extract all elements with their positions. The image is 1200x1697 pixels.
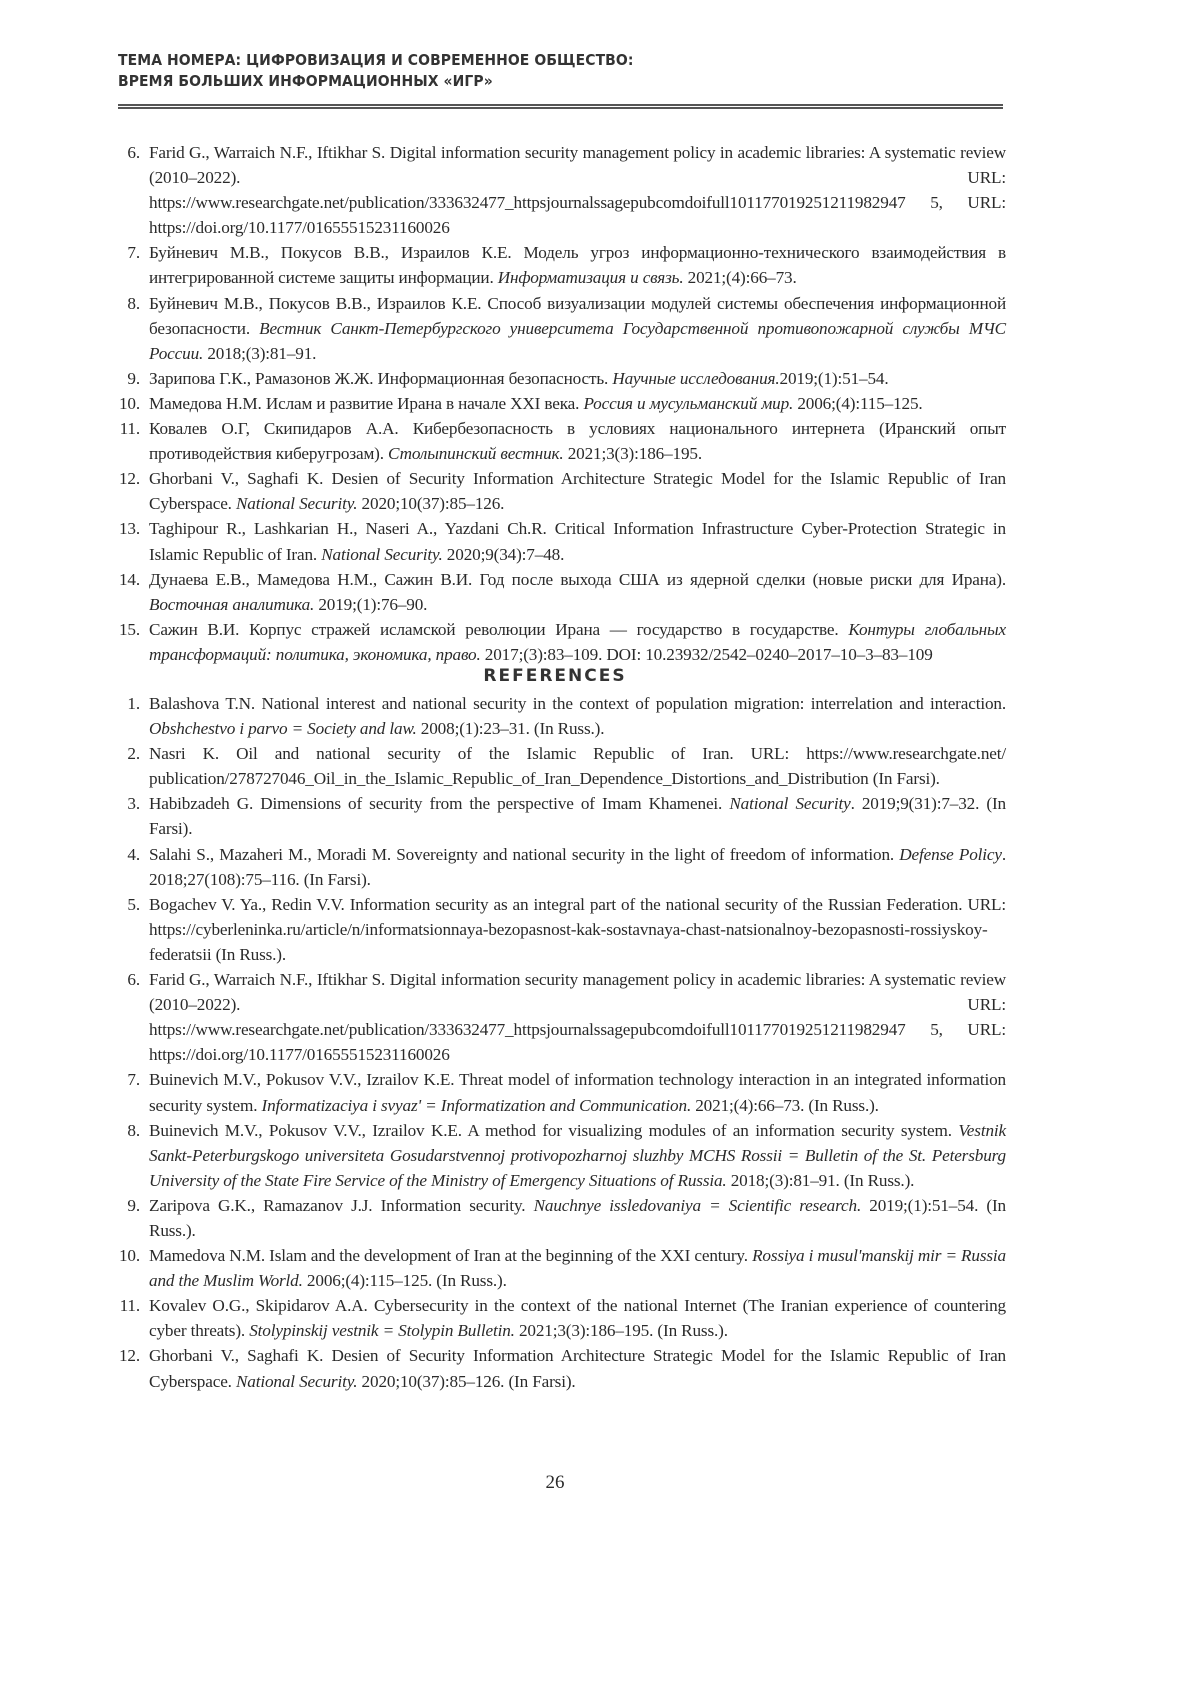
- reference-text: Kovalev O.G., Skipidarov A.A. Cybersecurity in the context of the national Internet (The Iranian experience of countering cyber threats).: [149, 1296, 1006, 1340]
- reference-item: [118, 842, 1006, 892]
- reference-source-title: Вестник Санкт-Петербургского университета Государственной противопожарной службы МЧС России.: [149, 319, 1006, 363]
- reference-source-title: Informatizaciya i svyaz' = Informatization and Communication.: [262, 1096, 692, 1115]
- references-list: [118, 691, 1006, 1394]
- reference-text: 2021;3(3):186–195. (In Russ.).: [515, 1321, 728, 1340]
- reference-text: Мамедова Н.М. Ислам и развитие Ирана в начале XXI века.: [149, 394, 583, 413]
- reference-text: 2018;(3):81–91.: [203, 344, 316, 363]
- reference-number: 15.: [118, 617, 140, 642]
- reference-source-title: Obshchestvo i parvo = Society and law.: [149, 719, 417, 738]
- reference-number: 12.: [118, 466, 140, 491]
- reference-number: 9.: [118, 1193, 140, 1218]
- reference-text: Taghipour R., Lashkarian H., Naseri A., Yazdani Ch.R. Critical Information Infrastructure Cyber-Protection Strategic in Islamic Republic of Iran.: [149, 519, 1006, 563]
- reference-text: Zaripova G.K., Ramazanov J.J. Information security.: [149, 1196, 534, 1215]
- reference-number: 11.: [118, 416, 140, 441]
- running-header: [118, 50, 1003, 92]
- reference-item: [118, 1118, 1006, 1193]
- reference-number: 1.: [118, 691, 140, 716]
- reference-text: Balashova T.N. National interest and national security in the context of population migration: interrelation and interaction.: [149, 694, 1006, 713]
- reference-source-title: Defense Policy: [899, 845, 1002, 864]
- reference-text: Buinevich M.V., Pokusov V.V., Izrailov K.E. Threat model of information technology interaction in an integrated information security system.: [149, 1070, 1006, 1114]
- reference-text: Mamedova N.M. Islam and the development of Iran at the beginning of the XXI century.: [149, 1246, 752, 1265]
- reference-item: [118, 892, 1006, 967]
- reference-item: [118, 1343, 1006, 1393]
- reference-text: Habibzadeh G. Dimensions of security from the perspective of Imam Khamenei.: [149, 794, 729, 813]
- reference-source-title: National Security.: [321, 545, 442, 564]
- reference-item: [118, 366, 1006, 391]
- header-title-line-1: ТЕМА НОМЕРА: ЦИФРОВИЗАЦИЯ И СОВРЕМЕННОЕ ОБЩЕСТВО:: [118, 50, 915, 71]
- reference-text: Buinevich M.V., Pokusov V.V., Izrailov K.E. A method for visualizing modules of an information security system.: [149, 1121, 958, 1140]
- reference-item: [118, 391, 1006, 416]
- reference-text: 2020;10(37):85–126. (In Farsi).: [357, 1372, 575, 1391]
- reference-item: [118, 416, 1006, 466]
- references-heading: REFERENCES: [0, 666, 1110, 686]
- reference-text: 2020;9(34):7–48.: [443, 545, 565, 564]
- reference-text: 2018;(3):81–91. (In Russ.).: [727, 1171, 915, 1190]
- reference-text: Зарипова Г.К., Рамазонов Ж.Ж. Информационная безопасность.: [149, 369, 612, 388]
- reference-text: Farid G., Warraich N.F., Iftikhar S. Digital information security management policy in academic libraries: A systematic review (2010–2022). URL: https://www.researchgate.net/publication/333632477_httpsjournalssagepubcomdoifull101177019251211982947 5, URL: https://doi.org/10.1177/01655515231160026: [149, 970, 1006, 1064]
- reference-text: 2021;(4):66–73.: [683, 268, 796, 287]
- reference-source-title: Научные исследования.: [612, 369, 779, 388]
- reference-number: 6.: [118, 140, 140, 165]
- reference-number: 7.: [118, 1067, 140, 1092]
- reference-number: 8.: [118, 1118, 140, 1143]
- reference-text: Ghorbani V., Saghafi K. Desien of Security Information Architecture Strategic Model for the Islamic Republic of Iran Cyberspace.: [149, 1346, 1006, 1390]
- reference-number: 4.: [118, 842, 140, 867]
- reference-number: 11.: [118, 1293, 140, 1318]
- reference-source-title: Столыпинский вестник.: [388, 444, 564, 463]
- reference-text: 2006;(4):115–125.: [793, 394, 922, 413]
- reference-text: 2017;(3):83–109. DOI: 10.23932/2542–0240–2017–10–3–83–109: [481, 645, 933, 664]
- reference-item: [118, 691, 1006, 741]
- reference-text: Дунаева Е.В., Мамедова Н.М., Сажин В.И. Год после выхода США из ядерной сделки (новые риски для Ирана).: [149, 570, 1006, 589]
- reference-source-title: Россия и мусульманский мир.: [583, 394, 793, 413]
- literature-list: [118, 140, 1006, 667]
- reference-item: [118, 1067, 1006, 1117]
- reference-number: 9.: [118, 366, 140, 391]
- reference-text: Bogachev V. Ya., Redin V.V. Information security as an integral part of the national security of the Russian Federation. URL: https://cyberleninka.ru/article/n/informatsionnaya-bezopasnost-kak-sostavnaya-chast-natsionalnoy-bezopasnosti-rossiyskoy-federatsii (In Russ.).: [149, 895, 1006, 964]
- page-number: 26: [0, 1472, 1110, 1494]
- reference-number: 12.: [118, 1343, 140, 1368]
- reference-text: Сажин В.И. Корпус стражей исламской революции Ирана — государство в государстве.: [149, 620, 848, 639]
- reference-number: 13.: [118, 516, 140, 541]
- reference-number: 10.: [118, 1243, 140, 1268]
- reference-item: [118, 967, 1006, 1067]
- reference-number: 7.: [118, 240, 140, 265]
- reference-source-title: Восточная аналитика.: [149, 595, 314, 614]
- reference-text: 2020;10(37):85–126.: [357, 494, 504, 513]
- reference-item: [118, 291, 1006, 366]
- reference-text: Ghorbani V., Saghafi K. Desien of Security Information Architecture Strategic Model for the Islamic Republic of Iran Cyberspace.: [149, 469, 1006, 513]
- reference-item: [118, 617, 1006, 667]
- reference-text: Ковалев О.Г, Скипидаров А.А. Кибербезопасность в условиях национального интернета (Иранский опыт противодействия киберугрозам).: [149, 419, 1006, 463]
- reference-source-title: National Security.: [236, 494, 357, 513]
- reference-source-title: Vestnik Sankt-Peterburgskogo universiteta Gosudarstvennoj protivopozharnoj sluzhby MCHS Rossii = Bulletin of the St. Petersburg University of the State Fire Service of the Ministry of Emergency Situations of Russia.: [149, 1121, 1006, 1190]
- reference-item: [118, 791, 1006, 841]
- reference-text: 2021;3(3):186–195.: [564, 444, 702, 463]
- reference-item: [118, 741, 1006, 791]
- reference-item: [118, 140, 1006, 240]
- reference-text: 2021;(4):66–73. (In Russ.).: [691, 1096, 879, 1115]
- reference-item: [118, 466, 1006, 516]
- reference-text: 2008;(1):23–31. (In Russ.).: [417, 719, 605, 738]
- reference-source-title: National Security.: [236, 1372, 357, 1391]
- reference-text: 2019;(1):76–90.: [314, 595, 427, 614]
- reference-number: 5.: [118, 892, 140, 917]
- header-divider: [118, 104, 1003, 109]
- header-title-line-2: ВРЕМЯ БОЛЬШИХ ИНФОРМАЦИОННЫХ «ИГР»: [118, 71, 915, 92]
- reference-number: 3.: [118, 791, 140, 816]
- reference-item: [118, 516, 1006, 566]
- reference-number: 10.: [118, 391, 140, 416]
- reference-number: 2.: [118, 741, 140, 766]
- reference-item: [118, 1293, 1006, 1343]
- reference-source-title: National Security: [729, 794, 850, 813]
- reference-text: 2006;(4):115–125. (In Russ.).: [303, 1271, 507, 1290]
- reference-text: Salahi S., Mazaheri M., Moradi M. Sovereignty and national security in the light of freedom of information.: [149, 845, 899, 864]
- reference-text: Farid G., Warraich N.F., Iftikhar S. Digital information security management policy in academic libraries: A systematic review (2010–2022). URL: https://www.researchgate.net/publication/333632477_httpsjournalssagepubcomdoifull101177019251211982947 5, URL: https://doi.org/10.1177/01655515231160026: [149, 143, 1006, 237]
- reference-item: [118, 1193, 1006, 1243]
- reference-text: 2019;(1):51–54. (In Russ.).: [149, 1196, 1006, 1240]
- reference-item: [118, 567, 1006, 617]
- reference-source-title: Stolypinskij vestnik = Stolypin Bulletin.: [249, 1321, 515, 1340]
- reference-number: 14.: [118, 567, 140, 592]
- reference-text: . 2019;9(31):7–32. (In Farsi).: [149, 794, 1006, 838]
- reference-source-title: Rossiya i musul'manskij mir = Russia and the Muslim World.: [149, 1246, 1006, 1290]
- reference-number: 8.: [118, 291, 140, 316]
- reference-source-title: Nauchnye issledovaniya = Scientific research.: [534, 1196, 862, 1215]
- reference-source-title: Информатизация и связь.: [498, 268, 684, 287]
- reference-text: . 2018;27(108):75–116. (In Farsi).: [149, 845, 1006, 889]
- reference-item: [118, 1243, 1006, 1293]
- reference-text: 2019;(1):51–54.: [780, 369, 889, 388]
- reference-source-title: Контуры глобальных трансформаций: политика, экономика, право.: [149, 620, 1006, 664]
- reference-text: Буйневич М.В., Покусов В.В., Израилов К.Е. Модель угроз информационно-технического взаимодействия в интегрированной системе защиты информации.: [149, 243, 1006, 287]
- reference-text: Буйневич М.В., Покусов В.В., Израилов К.Е. Способ визуализации модулей системы обеспечения информационной безопасности.: [149, 294, 1006, 338]
- reference-number: 6.: [118, 967, 140, 992]
- reference-text: Nasri K. Oil and national security of the Islamic Republic of Iran. URL: https://www.researchgate.net/ publication/278727046_Oil_in_the_Islamic_Republic_of_Iran_Dependence_Distortions_and_Distribution (In Farsi).: [149, 744, 1006, 788]
- reference-item: [118, 240, 1006, 290]
